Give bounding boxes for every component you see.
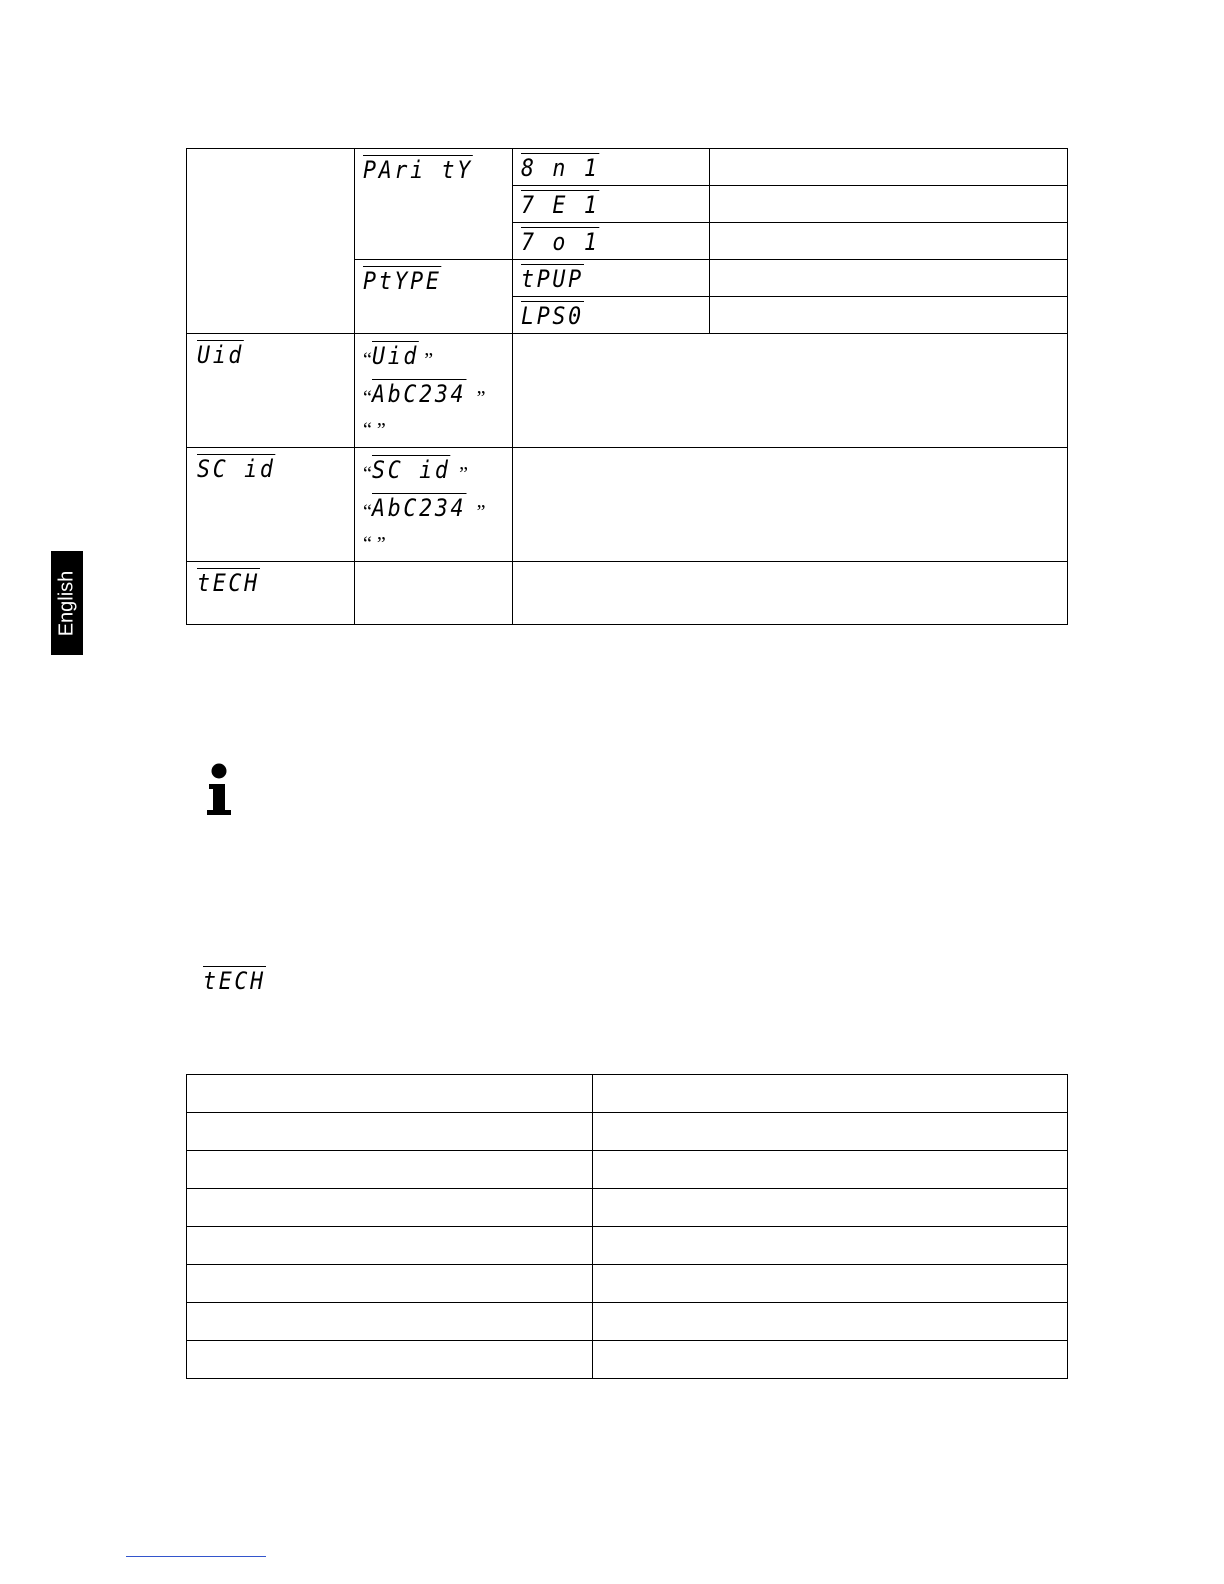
parity-option-8n1: 8 n 1: [521, 154, 600, 182]
ptype-option-lps0: LPS0: [521, 302, 584, 330]
table-cell: [593, 1341, 1068, 1379]
table-cell: [187, 1075, 593, 1113]
uid-menu-cell: [187, 334, 355, 448]
table-cell: [593, 1265, 1068, 1303]
table-row: [187, 1341, 1068, 1379]
open-quote: “: [363, 501, 372, 523]
tech-section-label-wrap: [203, 966, 273, 994]
ptype-menu-cell: [355, 260, 513, 334]
scid-description-cell: [513, 448, 1068, 562]
table-cell: [187, 1189, 593, 1227]
table-row: [187, 1227, 1068, 1265]
table-row: [187, 334, 1068, 448]
ptype-menu-label: PtYPE: [363, 267, 442, 295]
close-quote: ”: [459, 463, 469, 485]
parity-option-7o1: 7 o 1: [521, 228, 600, 256]
scid-menu-label: SC id: [197, 455, 276, 483]
table-row: [187, 1075, 1068, 1113]
uid-values-cell: [355, 334, 513, 448]
table-cell: [593, 1113, 1068, 1151]
uid-value-empty: “ ”: [363, 419, 386, 441]
footer-divider: [126, 1556, 266, 1557]
tech-section-label: tECH: [203, 967, 266, 995]
table-row: [187, 1303, 1068, 1341]
uid-description-cell: [513, 334, 1068, 448]
table-cell: [593, 1189, 1068, 1227]
table-row: [187, 562, 1068, 625]
table-cell: [593, 1303, 1068, 1341]
language-tab: [51, 551, 83, 655]
close-quote: ”: [424, 349, 434, 371]
parity-option-7e1: 7 E 1: [521, 191, 600, 219]
description-cell: [710, 260, 1068, 297]
scid-value-default: SC id: [371, 456, 451, 484]
open-quote: “: [363, 349, 372, 371]
table-cell: [593, 1151, 1068, 1189]
scid-values-cell: [355, 448, 513, 562]
tech-menu-cell: [187, 562, 355, 625]
uid-value-example: AbC234: [371, 380, 467, 408]
description-cell: [710, 149, 1068, 186]
parity-option-cell: [513, 149, 710, 186]
description-cell: [710, 297, 1068, 334]
table-cell: [187, 1265, 593, 1303]
parity-menu-cell: [355, 149, 513, 260]
uid-value-default: Uid: [371, 342, 420, 370]
parity-menu-label: PAri tY: [363, 156, 473, 184]
table-row: [187, 1113, 1068, 1151]
ptype-option-tpup: tPUP: [521, 265, 584, 293]
table-cell: [187, 1151, 593, 1189]
description-cell: [710, 186, 1068, 223]
parity-option-cell: [513, 186, 710, 223]
table-row: [187, 149, 1068, 186]
table-cell: [187, 1341, 593, 1379]
table-cell: [593, 1075, 1068, 1113]
ptype-option-cell: [513, 297, 710, 334]
table-cell: [187, 1303, 593, 1341]
table-cell: [593, 1227, 1068, 1265]
table-cell: [187, 1113, 593, 1151]
scid-value-empty: “ ”: [363, 533, 386, 555]
scid-value-example: AbC234: [371, 494, 467, 522]
close-quote: ”: [476, 387, 486, 409]
info-icon: [200, 762, 240, 818]
uid-menu-label: Uid: [197, 341, 245, 369]
table-row: [187, 1151, 1068, 1189]
parity-option-cell: [513, 223, 710, 260]
language-tab-label: English: [55, 570, 78, 636]
tech-description-cell: [513, 562, 1068, 625]
description-cell: [710, 223, 1068, 260]
open-quote: “: [363, 387, 372, 409]
table-row: [187, 1265, 1068, 1303]
table-row: [187, 1189, 1068, 1227]
ptype-option-cell: [513, 260, 710, 297]
scid-menu-cell: [187, 448, 355, 562]
tech-menu-label: tECH: [197, 569, 260, 597]
technical-data-table: [186, 1074, 1068, 1379]
table-cell: [187, 1227, 593, 1265]
table-row: [187, 448, 1068, 562]
close-quote: ”: [476, 501, 486, 523]
open-quote: “: [363, 463, 372, 485]
table-cell-empty: [355, 562, 513, 625]
menu-settings-table: [186, 148, 1068, 625]
table-cell-empty: [187, 149, 355, 334]
